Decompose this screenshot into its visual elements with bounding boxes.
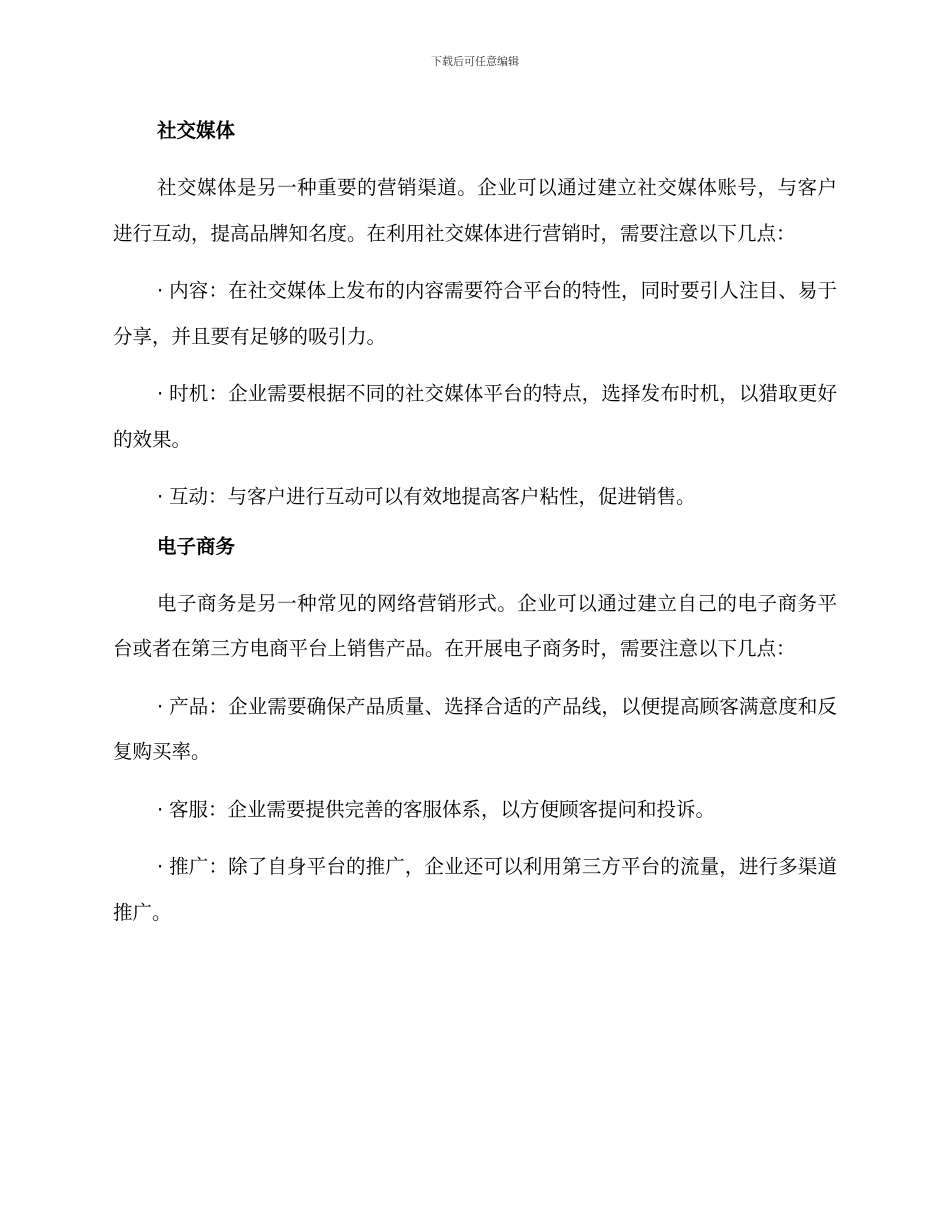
bullet-marker: · xyxy=(157,485,164,508)
bullet-text: 客服：企业需要提供完善的客服体系，以方便顾客提问和投诉。 xyxy=(169,797,716,821)
bullet-point-timing xyxy=(113,371,837,462)
bullet-marker: · xyxy=(157,382,164,405)
section-intro-ecommerce: 电子商务是另一种常见的网络营销形式。企业可以通过建立自己的电子商务平台或者在第三方电商平台上销售产品。在开展电子商务时，需要注意以下几点： xyxy=(113,591,837,660)
bullet-point-interaction xyxy=(113,474,837,520)
section-heading-social-media: 社交媒体 xyxy=(157,119,236,142)
bullet-point-promotion xyxy=(113,844,837,935)
bullet-text: 推广：除了自身平台的推广，企业还可以利用第三方平台的流量，进行多渠道推广。 xyxy=(113,855,837,924)
bullet-text: 互动：与客户进行互动可以有效地提高客户粘性，促进销售。 xyxy=(169,485,696,508)
bullet-marker: · xyxy=(157,797,164,821)
bullet-point-product xyxy=(113,684,837,775)
section-heading-ecommerce: 电子商务 xyxy=(157,534,236,558)
bullet-point-content xyxy=(113,268,837,359)
bullet-marker: · xyxy=(157,694,164,718)
bullet-point-customer-service xyxy=(113,787,837,833)
page-header-note: 下载后可任意编辑 xyxy=(431,55,519,68)
bullet-text: 时机：企业需要根据不同的社交媒体平台的特点，选择发布时机，以猎取更好的效果。 xyxy=(113,382,837,451)
document-body xyxy=(113,110,837,947)
bullet-marker: · xyxy=(157,855,164,878)
section-intro-social-media: 社交媒体是另一种重要的营销渠道。企业可以通过建立社交媒体账号，与客户进行互动，提高品牌知名度。在利用社交媒体进行营销时，需要注意以下几点： xyxy=(113,176,837,245)
bullet-text: 产品：企业需要确保产品质量、选择合适的产品线，以便提高顾客满意度和反复购买率。 xyxy=(113,694,837,763)
bullet-marker: · xyxy=(157,279,164,302)
bullet-text: 内容：在社交媒体上发布的内容需要符合平台的特性，同时要引人注目、易于分享，并且要有足够的吸引力。 xyxy=(113,279,837,348)
